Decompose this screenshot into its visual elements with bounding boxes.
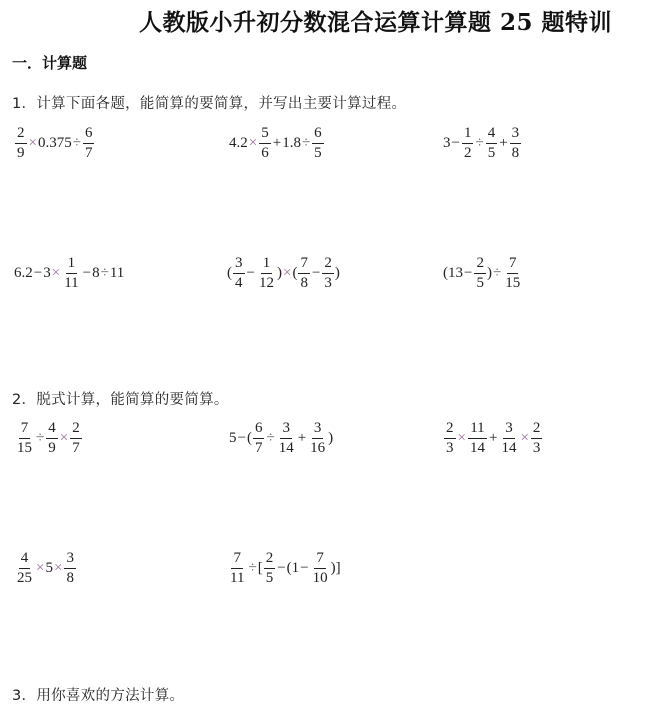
denominator: 4 <box>235 275 243 291</box>
denominator: 5 <box>476 275 484 291</box>
fraction <box>298 256 310 291</box>
numerator: 6 <box>253 421 265 439</box>
operator: − <box>464 265 473 281</box>
fraction <box>308 421 327 456</box>
fraction <box>510 126 522 161</box>
part2-instruction: 2．脱式计算，能简算的要简算。 <box>12 392 229 408</box>
fraction <box>277 421 296 456</box>
problem-2-1 <box>14 421 83 456</box>
term: ) <box>334 265 340 281</box>
numerator: 4 <box>19 551 31 569</box>
operator: + <box>488 430 498 446</box>
denominator: 11 <box>64 275 79 291</box>
problem-2-5 <box>227 551 341 586</box>
operator: × <box>59 430 69 446</box>
term: [ <box>257 560 263 576</box>
operator: + <box>499 135 508 151</box>
fraction <box>228 551 246 586</box>
problem-2-2 <box>229 421 333 456</box>
term: 0.375 <box>37 135 72 151</box>
section-heading: 一．计算题 <box>12 54 88 72</box>
fraction <box>531 421 543 456</box>
numerator: 3 <box>503 421 515 439</box>
operator: × <box>520 430 529 446</box>
document-title: 人教版小升初分数混合运算计算题 25 题特训 <box>138 9 612 36</box>
term: 8 <box>92 265 100 281</box>
numerator: 4 <box>46 421 58 439</box>
numerator: 7 <box>314 551 326 569</box>
operator: + <box>297 430 307 446</box>
denominator: 6 <box>261 145 269 161</box>
term: 4.2 <box>229 135 248 151</box>
denominator: 7 <box>72 440 80 456</box>
operator: − <box>451 135 460 151</box>
denominator: 14 <box>469 440 485 456</box>
term: 11 <box>109 265 125 281</box>
term: 5 <box>45 560 53 576</box>
numerator: 2 <box>264 551 276 569</box>
problem-1-6 <box>443 256 523 291</box>
operator: − <box>311 265 321 281</box>
numerator: 6 <box>83 126 95 144</box>
denominator: 11 <box>230 570 245 586</box>
operator: × <box>248 135 258 151</box>
term: 1.8 <box>282 135 301 151</box>
operator: − <box>33 265 43 281</box>
fraction <box>499 421 518 456</box>
numerator: 3 <box>312 421 324 439</box>
operator: − <box>237 430 246 446</box>
denominator: 15 <box>505 275 521 291</box>
term: 3 <box>443 135 451 151</box>
fraction <box>46 421 58 456</box>
problem-1-1 <box>14 126 95 161</box>
fraction <box>15 126 27 161</box>
numerator: 3 <box>510 126 522 144</box>
fraction <box>259 126 271 161</box>
numerator: 2 <box>474 256 486 274</box>
part3-instruction: 3．用你喜欢的方法计算。 <box>12 688 185 704</box>
fraction <box>62 256 80 291</box>
denominator: 5 <box>487 145 496 161</box>
operator: ÷ <box>492 265 502 281</box>
operator: ÷ <box>248 560 257 576</box>
operator: ÷ <box>36 430 45 446</box>
denominator: 8 <box>66 570 74 586</box>
operator: ÷ <box>475 135 484 151</box>
numerator: 4 <box>486 126 498 144</box>
term: 5 <box>229 430 237 446</box>
denominator: 15 <box>17 440 32 456</box>
operator: × <box>51 265 61 281</box>
numerator: 1 <box>462 126 474 144</box>
denominator: 16 <box>310 440 326 456</box>
numerator: 5 <box>259 126 271 144</box>
term: ) <box>328 430 334 446</box>
numerator: 3 <box>64 551 76 569</box>
operator: ÷ <box>266 430 275 446</box>
denominator: 2 <box>463 145 472 161</box>
problem-1-4 <box>14 256 124 291</box>
fraction <box>264 551 276 586</box>
problem-1-2 <box>229 126 325 161</box>
fraction <box>15 551 34 586</box>
operator: × <box>28 135 37 151</box>
denominator: 3 <box>324 275 332 291</box>
fraction <box>70 421 82 456</box>
denominator: 14 <box>278 440 294 456</box>
term: ) <box>486 265 492 281</box>
fraction <box>253 421 265 456</box>
numerator: 7 <box>231 551 243 569</box>
numerator: 7 <box>19 421 31 439</box>
denominator: 3 <box>532 440 541 456</box>
operator: × <box>282 265 292 281</box>
fraction <box>257 256 276 291</box>
fraction <box>462 126 474 161</box>
term: 6.2 <box>14 265 33 281</box>
operator: × <box>457 430 466 446</box>
operator: ÷ <box>100 265 109 281</box>
denominator: 7 <box>254 440 263 456</box>
denominator: 3 <box>446 440 454 456</box>
fraction <box>64 551 76 586</box>
denominator: 8 <box>300 275 308 291</box>
fraction <box>444 421 456 456</box>
fraction <box>311 551 330 586</box>
term: ) <box>276 265 282 281</box>
term: ( <box>292 265 298 281</box>
operator: ÷ <box>301 135 311 151</box>
term: 3 <box>43 265 51 281</box>
operator: + <box>272 135 282 151</box>
numerator: 2 <box>322 256 334 274</box>
denominator: 9 <box>48 440 56 456</box>
operator: − <box>246 265 255 281</box>
numerator: 11 <box>468 421 486 439</box>
fraction <box>486 126 498 161</box>
numerator: 3 <box>233 256 245 274</box>
fraction <box>15 421 34 456</box>
term: (1 <box>286 560 300 576</box>
denominator: 14 <box>501 440 517 456</box>
problem-2-4 <box>14 551 77 586</box>
fraction <box>468 421 487 456</box>
operator: − <box>300 560 309 576</box>
term: )] <box>330 560 341 576</box>
operator: − <box>277 560 286 576</box>
numerator: 2 <box>70 421 82 439</box>
operator: − <box>82 265 92 281</box>
term: ( <box>227 265 232 281</box>
numerator: 2 <box>531 421 543 439</box>
problem-1-3 <box>443 126 522 161</box>
operator: × <box>36 560 45 576</box>
denominator: 5 <box>265 570 274 586</box>
numerator: 3 <box>280 421 292 439</box>
numerator: 7 <box>507 256 519 274</box>
denominator: 12 <box>258 275 274 291</box>
operator: ÷ <box>72 135 81 151</box>
fraction <box>503 256 522 291</box>
operator: × <box>53 560 63 576</box>
numerator: 1 <box>66 256 78 274</box>
part1-instruction: 1．计算下面各题，能简算的要简算，并写出主要计算过程。 <box>12 96 407 112</box>
fraction <box>233 256 245 291</box>
numerator: 2 <box>15 126 27 144</box>
denominator: 9 <box>17 145 25 161</box>
problem-2-3 <box>443 421 543 456</box>
denominator: 5 <box>314 145 322 161</box>
fraction <box>83 126 95 161</box>
fraction <box>312 126 324 161</box>
term: (13 <box>443 265 463 281</box>
numerator: 2 <box>444 421 456 439</box>
denominator: 7 <box>84 145 93 161</box>
denominator: 8 <box>511 145 520 161</box>
fraction <box>474 256 486 291</box>
denominator: 25 <box>17 570 32 586</box>
numerator: 7 <box>298 256 310 274</box>
problem-1-5 <box>227 256 340 291</box>
denominator: 10 <box>312 570 328 586</box>
numerator: 6 <box>312 126 324 144</box>
numerator: 1 <box>261 256 273 274</box>
term: ( <box>246 430 252 446</box>
fraction <box>322 256 334 291</box>
